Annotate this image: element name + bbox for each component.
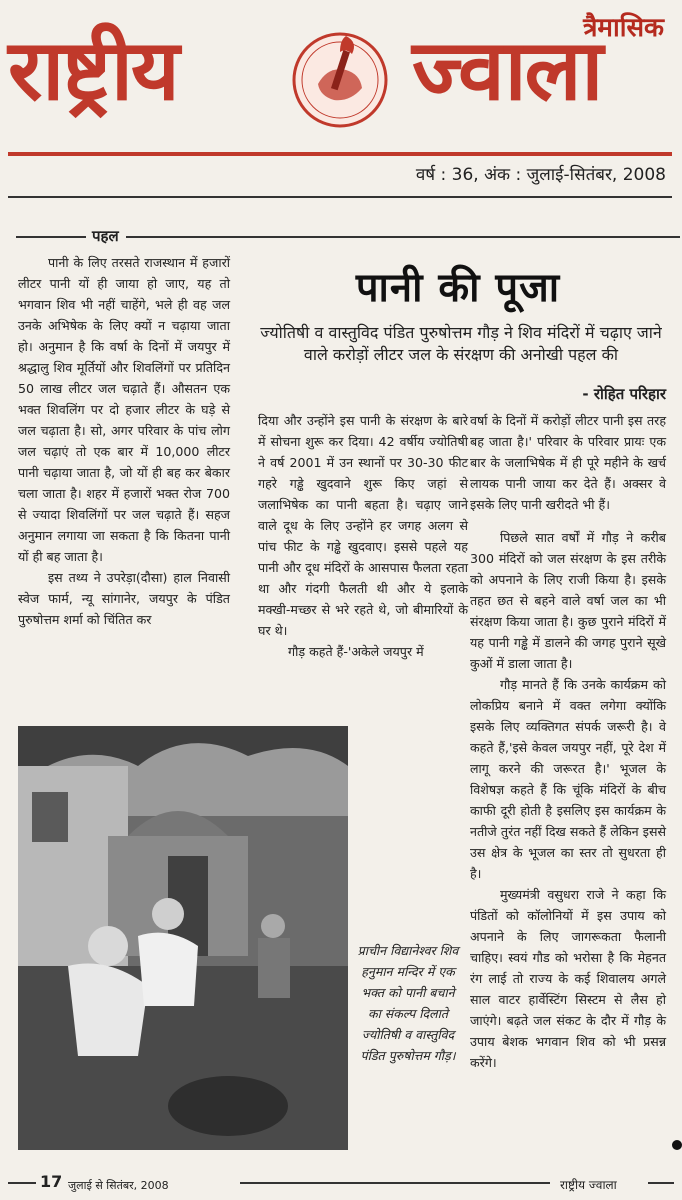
magazine-title-left: राष्ट्रीय bbox=[8, 21, 178, 119]
paragraph: पानी के लिए तरसते राजस्थान में हजारों लीटर पानी यों ही जाया हो जाए, यह तो भगवान शिव भी नहीं चाहेंगे, भले ही वह जल उनके अभिषेक के लिए क्यों न चढ़ाया जाता हो। अनुमान है कि वर्षा के दिनों में जयपुर में श्रद्धालु शिव मूर्तियों और शिवलिंगों पर प्रतिदिन 50 लाख लीटर जल चढ़ाते हैं। औसतन एक भक्त शिवलिंग पर दो हजार लीटर के घड़े से जल चढ़ाता है। सो, अगर परिवार के पांच लोग जल चढ़ाएं तो एक बार में 10,000 लीटर पानी चढ़ाया जाता है, जो यों ही बह कर बेकार चला जाता है। शहर में हजारों भक्त रोज 700 से ज्यादा शिवलिंगों पर जल चढ़ाते हैं। सहज अनुमान लगाया जा सकता है कि कितना पानी यों ही बह जाता है। bbox=[18, 255, 230, 564]
column-1 bbox=[18, 252, 230, 630]
footer-date: जुलाई से सितंबर, 2008 bbox=[68, 1179, 169, 1192]
section-label: पहल bbox=[88, 226, 123, 246]
paragraph: पिछले सात वर्षों में गौड़ ने करीब 300 मंदिरों को जल संरक्षण के इस तरीके को अपनाने के लिए राजी किया है। इसके तहत छत से बहने वाले वर्षा जल का भी संरक्षण किया जाता है। कुछ पुराने मंदिरों में यह पानी गड्ढे में डालने की जगह पुराने सूखे कुओं में डाला जाता है। bbox=[470, 530, 666, 671]
footer-rule-right bbox=[648, 1182, 674, 1184]
paragraph: वर्षा के दिनों में करोड़ों लीटर पानी इस तरह बह जाता है।' परिवार के परिवार प्रायः एक बार के जलाभिषेक में ही पूरे महीने के खर्च लायक पानी जाया कर देते हैं। अक्सर वे इसके लिए पानी खरीदते भी हैं। bbox=[470, 413, 666, 512]
column-2 bbox=[258, 410, 468, 662]
masthead-rule bbox=[8, 152, 672, 156]
article-byline: - रोहित परिहार bbox=[582, 385, 666, 403]
section-rule-left bbox=[16, 236, 86, 238]
torch-globe-emblem-icon bbox=[288, 26, 392, 130]
photo-caption: प्राचीन विद्यानेश्वर शिव हनुमान मन्दिर में एक भक्त को पानी बचाने का संकल्प दिलाते ज्योतिषी व वास्तुविद पंडित पुरुषोत्तम गौड़। bbox=[357, 943, 459, 1063]
footer-rule-left bbox=[8, 1182, 36, 1184]
paragraph: इस तथ्य ने उपरेड़ा(दौसा) हाल निवासी स्वेज फार्म, न्यू सांगानेर, जयपुर के पंडित पुरुषोत्तम शर्मा को चिंतित कर bbox=[18, 570, 230, 627]
page-number: 17 bbox=[40, 1172, 63, 1191]
footer-rule-middle bbox=[240, 1182, 550, 1184]
masthead bbox=[0, 0, 682, 200]
masthead-bottom-rule bbox=[8, 196, 672, 198]
article-photo bbox=[18, 726, 348, 1150]
article-headline: पानी की पूजा bbox=[355, 265, 561, 311]
magazine-title-right: ज्वाला bbox=[412, 21, 602, 119]
paragraph: गौड़ मानते हैं कि उनके कार्यक्रम को लोकप्रिय बनाने में वक्त लगेगा क्योंकि इसके लिए व्यक्तिगत संपर्क जरूरी है। वे कहते हैं,'इसे केवल जयपुर नहीं, पूरे देश में लागू करने की जरूरत है।' भूजल के विशेषज्ञ कहते हैं कि चूंकि मंदिरों के बीच काफी दूरी होती है इसलिए इस कार्यक्रम के नतीजे तुरंत नहीं दिख सकते हैं लेकिन इससे उस क्षेत्र के भूजल का स्तर तो सुधरता ही है। bbox=[470, 677, 666, 881]
periodicity-label: त्रैमासिक bbox=[583, 13, 664, 43]
column-3 bbox=[470, 410, 666, 1073]
paragraph: दिया और उन्होंने इस पानी के संरक्षण के बारे में सोचना शुरू कर दिया। 42 वर्षीय ज्योतिषी ने वर्ष 2001 में उन स्थानों पर 30-30 फीट गहरे गड्ढे खुदवाने शुरू किए जहां से जलाभिषेक का पानी बहता है। चढ़ाए जाने वाले दूध के लिए उन्होंने हर जगह अलग से पांच फीट के गड्ढे खुदवाए। इससे पहले यह पानी और दूध मंदिरों के आसपास फैलता रहता था और गंदगी फैलती थी और ये इलाके मक्खी-मच्छर से भरे रहते थे, जो बीमारियों के घर थे। bbox=[258, 413, 468, 638]
temple-photo-illustration bbox=[18, 726, 348, 1150]
paragraph: गौड़ कहते हैं-'अकेले जयपुर में bbox=[288, 644, 424, 659]
end-of-article-dot bbox=[672, 1140, 682, 1150]
article-deck: ज्योतिषी व वास्तुविद पंडित पुरुषोत्तम गौड़ ने शिव मंदिरों में चढ़ाए जाने वाले करोड़ों लीटर जल के संरक्षण की अनोखी पहल की bbox=[260, 323, 662, 364]
section-header bbox=[16, 226, 680, 246]
section-rule-right bbox=[126, 236, 680, 238]
paragraph: मुख्यमंत्री वसुधरा राजे ने कहा कि पंडितों को कॉलोनियों में इस उपाय को अपनाने के लिए जागरूकता फैलानी चाहिए। स्वयं गौड को भरोसा है कि मेहनत रंग लाई तो राज्य के कई शिवालय अगले साल वाटर हार्वेस्टिंग सिस्टम से लैस हो जाएंगे। बढ़ते जल संकट के दौर में गौड़ के उपाय बेशक भगवान शिव को भी प्रसन्न करेंगे। bbox=[470, 887, 666, 1070]
footer-magazine-name: राष्ट्रीय ज्वाला bbox=[560, 1178, 617, 1192]
issue-line: वर्ष : 36, अंक : जुलाई-सितंबर, 2008 bbox=[415, 165, 666, 185]
page-footer bbox=[0, 1172, 682, 1194]
